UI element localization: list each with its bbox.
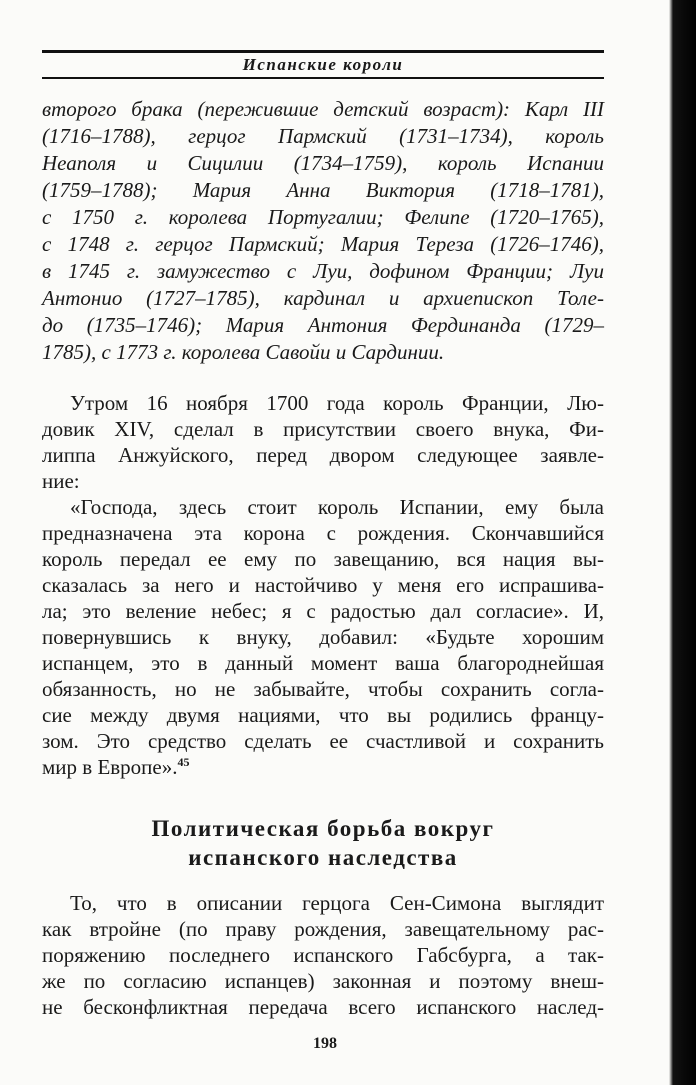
note-line: Антонио (1727–1785), кардинал и архиепископ Толе- xyxy=(42,286,604,310)
body-line: король передал ее ему по завещанию, вся нация вы- xyxy=(42,547,604,571)
body-line: предназначена эта корона с рождения. Скончавшийся xyxy=(42,521,604,545)
footnote-reference[interactable]: 45 xyxy=(177,755,190,769)
body-line xyxy=(42,754,604,780)
body-line: Утром 16 ноября 1700 года король Франции, Лю- xyxy=(70,391,604,415)
note-line: в 1745 г. замужество с Луи, дофином Франции; Луи xyxy=(42,259,604,283)
body-line: испанцем, это в данный момент ваша благороднейшая xyxy=(42,651,604,675)
note-line: с 1750 г. королева Португалии; Фелипе (1720–1765), xyxy=(42,205,604,229)
page-number: 198 xyxy=(313,1035,337,1052)
note-line: 1785), с 1773 г. королева Савойи и Сардинии. xyxy=(42,340,445,364)
body-line: липпа Анжуйского, перед двором следующее заявле- xyxy=(42,443,604,467)
running-header: Испанские короли xyxy=(242,55,404,74)
header-rule-bottom xyxy=(42,77,604,79)
section-line: же по согласию испанцев) законная и поэтому внеш- xyxy=(42,969,604,993)
note-line: (1759–1788); Мария Анна Виктория (1718–1781), xyxy=(42,178,604,202)
section-line: поряжению последнего испанского Габсбурга, а так- xyxy=(42,943,604,967)
note-line: второго брака (пережившие детский возраст): Карл III xyxy=(42,97,604,121)
section-heading-line2: испанского наследства xyxy=(188,845,458,870)
body-line: обязанность, но не забывайте, чтобы сохранить согла- xyxy=(42,677,604,701)
section-line: То, что в описании герцога Сен-Симона выглядит xyxy=(70,891,604,915)
body-line: ние: xyxy=(42,469,80,493)
note-line: с 1748 г. герцог Пармский; Мария Тереза (1726–1746), xyxy=(42,232,604,256)
section-line: как втройне (по праву рождения, завещательному рас- xyxy=(42,917,604,941)
section-line: не бесконфликтная передача всего испанского наслед- xyxy=(42,995,604,1019)
body-line: повернувшись к внуку, добавил: «Будьте хорошим xyxy=(42,625,604,649)
body-line: довик XIV, сделал в присутствии своего внука, Фи- xyxy=(42,417,604,441)
note-line: Неаполя и Сицилии (1734–1759), король Испании xyxy=(42,151,604,175)
body-line: ла; это веление небес; я с радостью дал согласие». И, xyxy=(42,599,604,623)
note-line: (1716–1788), герцог Пармский (1731–1734), король xyxy=(42,124,604,148)
body-line: «Господа, здесь стоит король Испании, ему была xyxy=(70,495,604,519)
body-line: сие между двумя нациями, что вы родились францу- xyxy=(42,703,604,727)
section-heading-line1: Политическая борьба вокруг xyxy=(151,816,495,841)
scan-dark-edge xyxy=(659,0,696,1085)
body-line: зом. Это средство сделать ее счастливой и сохранить xyxy=(42,729,604,753)
note-line: до (1735–1746); Мария Антония Фердинанда (1729– xyxy=(42,313,604,337)
body-line-text: мир в Европе». xyxy=(42,755,178,779)
body-line: сказалась за него и настойчиво у меня его испрашива- xyxy=(42,573,604,597)
